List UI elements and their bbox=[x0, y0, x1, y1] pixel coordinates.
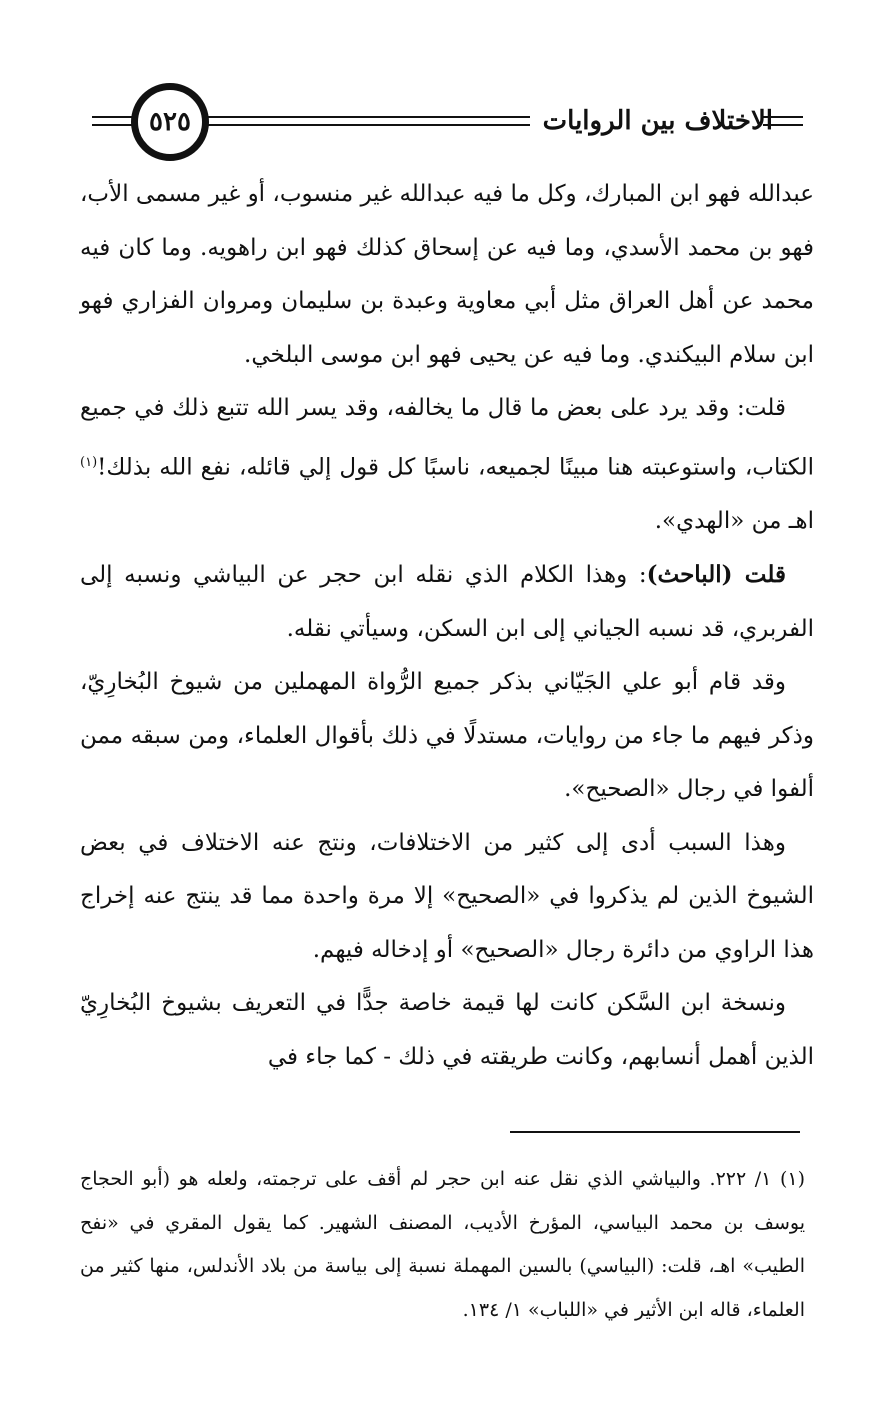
footnote-reference: (١) bbox=[80, 454, 98, 470]
page-number: ٥٢٥ bbox=[149, 107, 191, 137]
paragraph-text: اهـ من «الهدي». bbox=[654, 507, 814, 534]
header-rule-middle-top bbox=[208, 116, 530, 118]
paragraph: وقد قام أبو علي الجَيّاني بذكر جميع الرُّواة المهملين من شيوخ البُخارِيّ، وذكر فيهم ما جاء من روايات، مستدلًا في ذلك بأقوال العلماء، ومن سبقه ممن ألفوا في رجال «الصحيح». bbox=[80, 669, 814, 803]
paragraph: عبدالله فهو ابن المبارك، وكل ما فيه عبدالله غير منسوب، أو غير مسمى الأب، فهو بن محمد الأسدي، وما فيه عن إسحاق كذلك فهو ابن راهويه. وما كان فيه محمد عن أهل العراق مثل أبي معاوية وعبدة بن سليمان ومروان الفزاري فهو ابن سلام البيكندي. وما فيه عن يحيى فهو ابن موسى البلخي. bbox=[80, 181, 814, 368]
footnote-separator bbox=[510, 1131, 800, 1133]
page-number-badge bbox=[131, 83, 209, 161]
paragraph: ونسخة ابن السَّكن كانت لها قيمة خاصة جدًّا في التعريف بشيوخ البُخارِيّ الذين أهمل أنسابهم، وكانت طريقته في ذلك - كما جاء في bbox=[80, 990, 814, 1070]
page-header bbox=[0, 78, 873, 168]
paragraph-text: : وهذا الكلام الذي نقله ابن حجر عن البياشي ونسبه إلى الفربري، قد نسبه الجياني إلى ابن السكن، وسيأتي نقله. bbox=[80, 562, 814, 642]
main-text bbox=[80, 168, 814, 1084]
paragraph-text: قلت: وقد يرد على بعض ما قال ما يخالفه، وقد يسر الله تتبع ذلك في جميع الكتاب، واستوعبته هنا مبينًا لجميعه، ناسبًا كل قول إلي قائله، نفع الله بذلك! bbox=[80, 395, 814, 481]
footnotes bbox=[80, 1158, 805, 1332]
paragraph bbox=[80, 382, 814, 548]
footnote: (١) ١/ ٢٢٢. والبياشي الذي نقل عنه ابن حجر لم أقف على ترجمته، ولعله هو (أبو الحجاج يوسف بن محمد البياسي، المؤرخ الأديب، المصنف الشهير. كما يقول المقري في «نفح الطيب» اهـ، قلت: (البياسي) بالسين المهملة نسبة إلى بياسة من بلاد الأندلس، منها كثير من العلماء، قاله ابن الأثير في «اللباب» ١/ ١٣٤. bbox=[80, 1168, 805, 1321]
paragraph: وهذا السبب أدى إلى كثير من الاختلافات، ونتج عنه الاختلاف في بعض الشيوخ الذين لم يذكروا في «الصحيح» إلا مرة واحدة مما قد ينتج عنه إخراج هذا الراوي من دائرة رجال «الصحيح» أو إدخاله فيهم. bbox=[80, 829, 814, 963]
header-rule-middle-bottom bbox=[208, 124, 530, 126]
paragraph-lead: قلت (الباحث) bbox=[646, 561, 786, 589]
running-title: الاختلاف بين الروايات bbox=[542, 106, 773, 136]
header-rule-left-top bbox=[92, 116, 134, 118]
header-rule-left-bottom bbox=[92, 124, 134, 126]
paragraph bbox=[80, 548, 814, 656]
